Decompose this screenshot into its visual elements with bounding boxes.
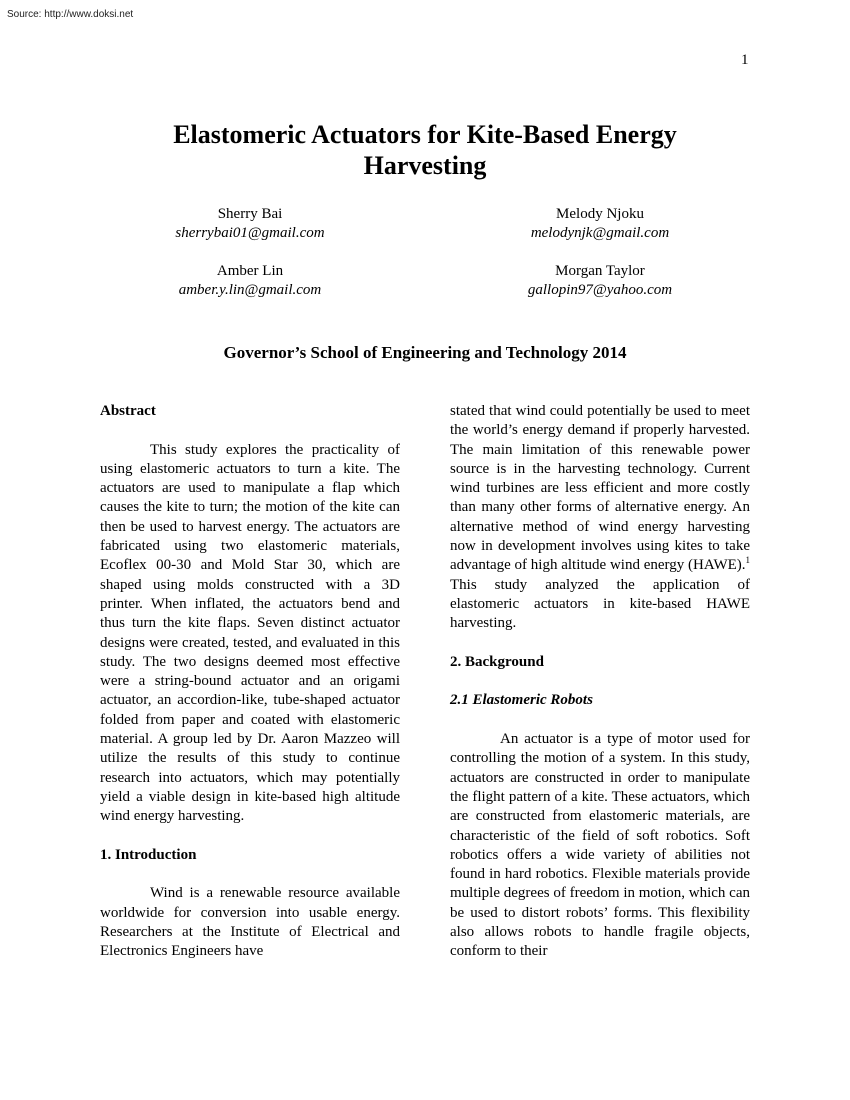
author-name: Morgan Taylor xyxy=(555,263,645,279)
page-number: 1 xyxy=(741,52,749,68)
right-column xyxy=(450,402,750,962)
author-name: Melody Njoku xyxy=(556,206,644,222)
introduction-text-part: stated that wind could potentially be used to meet the world’s energy demand if properly harvested. The main limitation of this renewable power source is in the harvesting technology. Current wind turbines are less efficient and more costly than many other forms of alternative energy. An alternative method of wind energy harvesting now in development involves using kites to take advantage of high altitude wind energy (HAWE). xyxy=(450,403,750,574)
left-column xyxy=(100,402,400,962)
background-text: An actuator is a type of motor used for controlling the motion of a system. In this study, actuators are constructed in order to manipulate the flight pattern of a kite. These actuators, which are constructed from elastomeric materials, are characteristic of the field of soft robotics. Soft robotics offers a wide variety of abilities not found in hard robotics. Flexible materials provide multiple degrees of freedom in motion, which can be used to distort robots’ forms. This flexibility also allows robots to handle fragile objects, conform to their xyxy=(450,731,750,960)
source-url: Source: http://www.doksi.net xyxy=(7,9,134,20)
abstract-text: This study explores the practicality of using elastomeric actuators to turn a kite. The actuators are used to manipulate a flap which causes the kite to turn; the motion of the kite can then be used to harvest energy. The actuators are fabricated using two elastomeric materials, Ecoflex 00-30 and Mold Star 30, which are shaped using molds constructed with a 3D printer. When inflated, the actuators bend and thus turn the kite flaps. Seven distinct actuator designs were created, tested, and evaluated in this study. The two designs deemed most effective were a string-bound actuator and an origami actuator, an accordion-like, tube-shaped actuator folded from paper and coated with elastomeric material. A group led by Dr. Aaron Mazzeo will utilize the results of this study to continue research into actuators, which may potentially yield a viable design in kite-based high altitude wind energy harvesting. xyxy=(100,441,400,825)
author-email: amber.y.lin@gmail.com xyxy=(178,282,322,298)
author-block xyxy=(110,205,390,243)
author-name: Amber Lin xyxy=(216,263,284,279)
background-heading: 2. Background xyxy=(450,653,544,670)
introduction-text-tail: This study analyzed the application of elastomeric actuators in kite-based HAWE harvesting. xyxy=(450,576,750,632)
author-name: Sherry Bai xyxy=(217,206,283,222)
title-line-2: Harvesting xyxy=(363,151,487,180)
author-block xyxy=(460,262,740,300)
conference-name: Governor’s School of Engineering and Technology 2014 xyxy=(223,343,627,362)
introduction-text-continued xyxy=(450,402,750,634)
abstract-heading: Abstract xyxy=(100,403,156,419)
footnote-ref: 1 xyxy=(745,555,751,566)
author-block xyxy=(110,262,390,300)
author-email: melodynjk@gmail.com xyxy=(530,225,670,241)
paper-title xyxy=(100,119,750,181)
author-email: sherrybai01@gmail.com xyxy=(175,225,325,241)
introduction-heading: 1. Introduction xyxy=(100,846,197,863)
author-block xyxy=(460,205,740,243)
subsection-heading: 2.1 Elastomeric Robots xyxy=(450,692,593,709)
title-line-1: Elastomeric Actuators for Kite-Based Energy xyxy=(173,120,677,149)
introduction-text: Wind is a renewable resource available worldwide for conversion into usable energy. Researchers at the Institute of Electrical and Electronics Engineers have xyxy=(100,885,400,960)
author-email: gallopin97@yahoo.com xyxy=(527,282,673,298)
